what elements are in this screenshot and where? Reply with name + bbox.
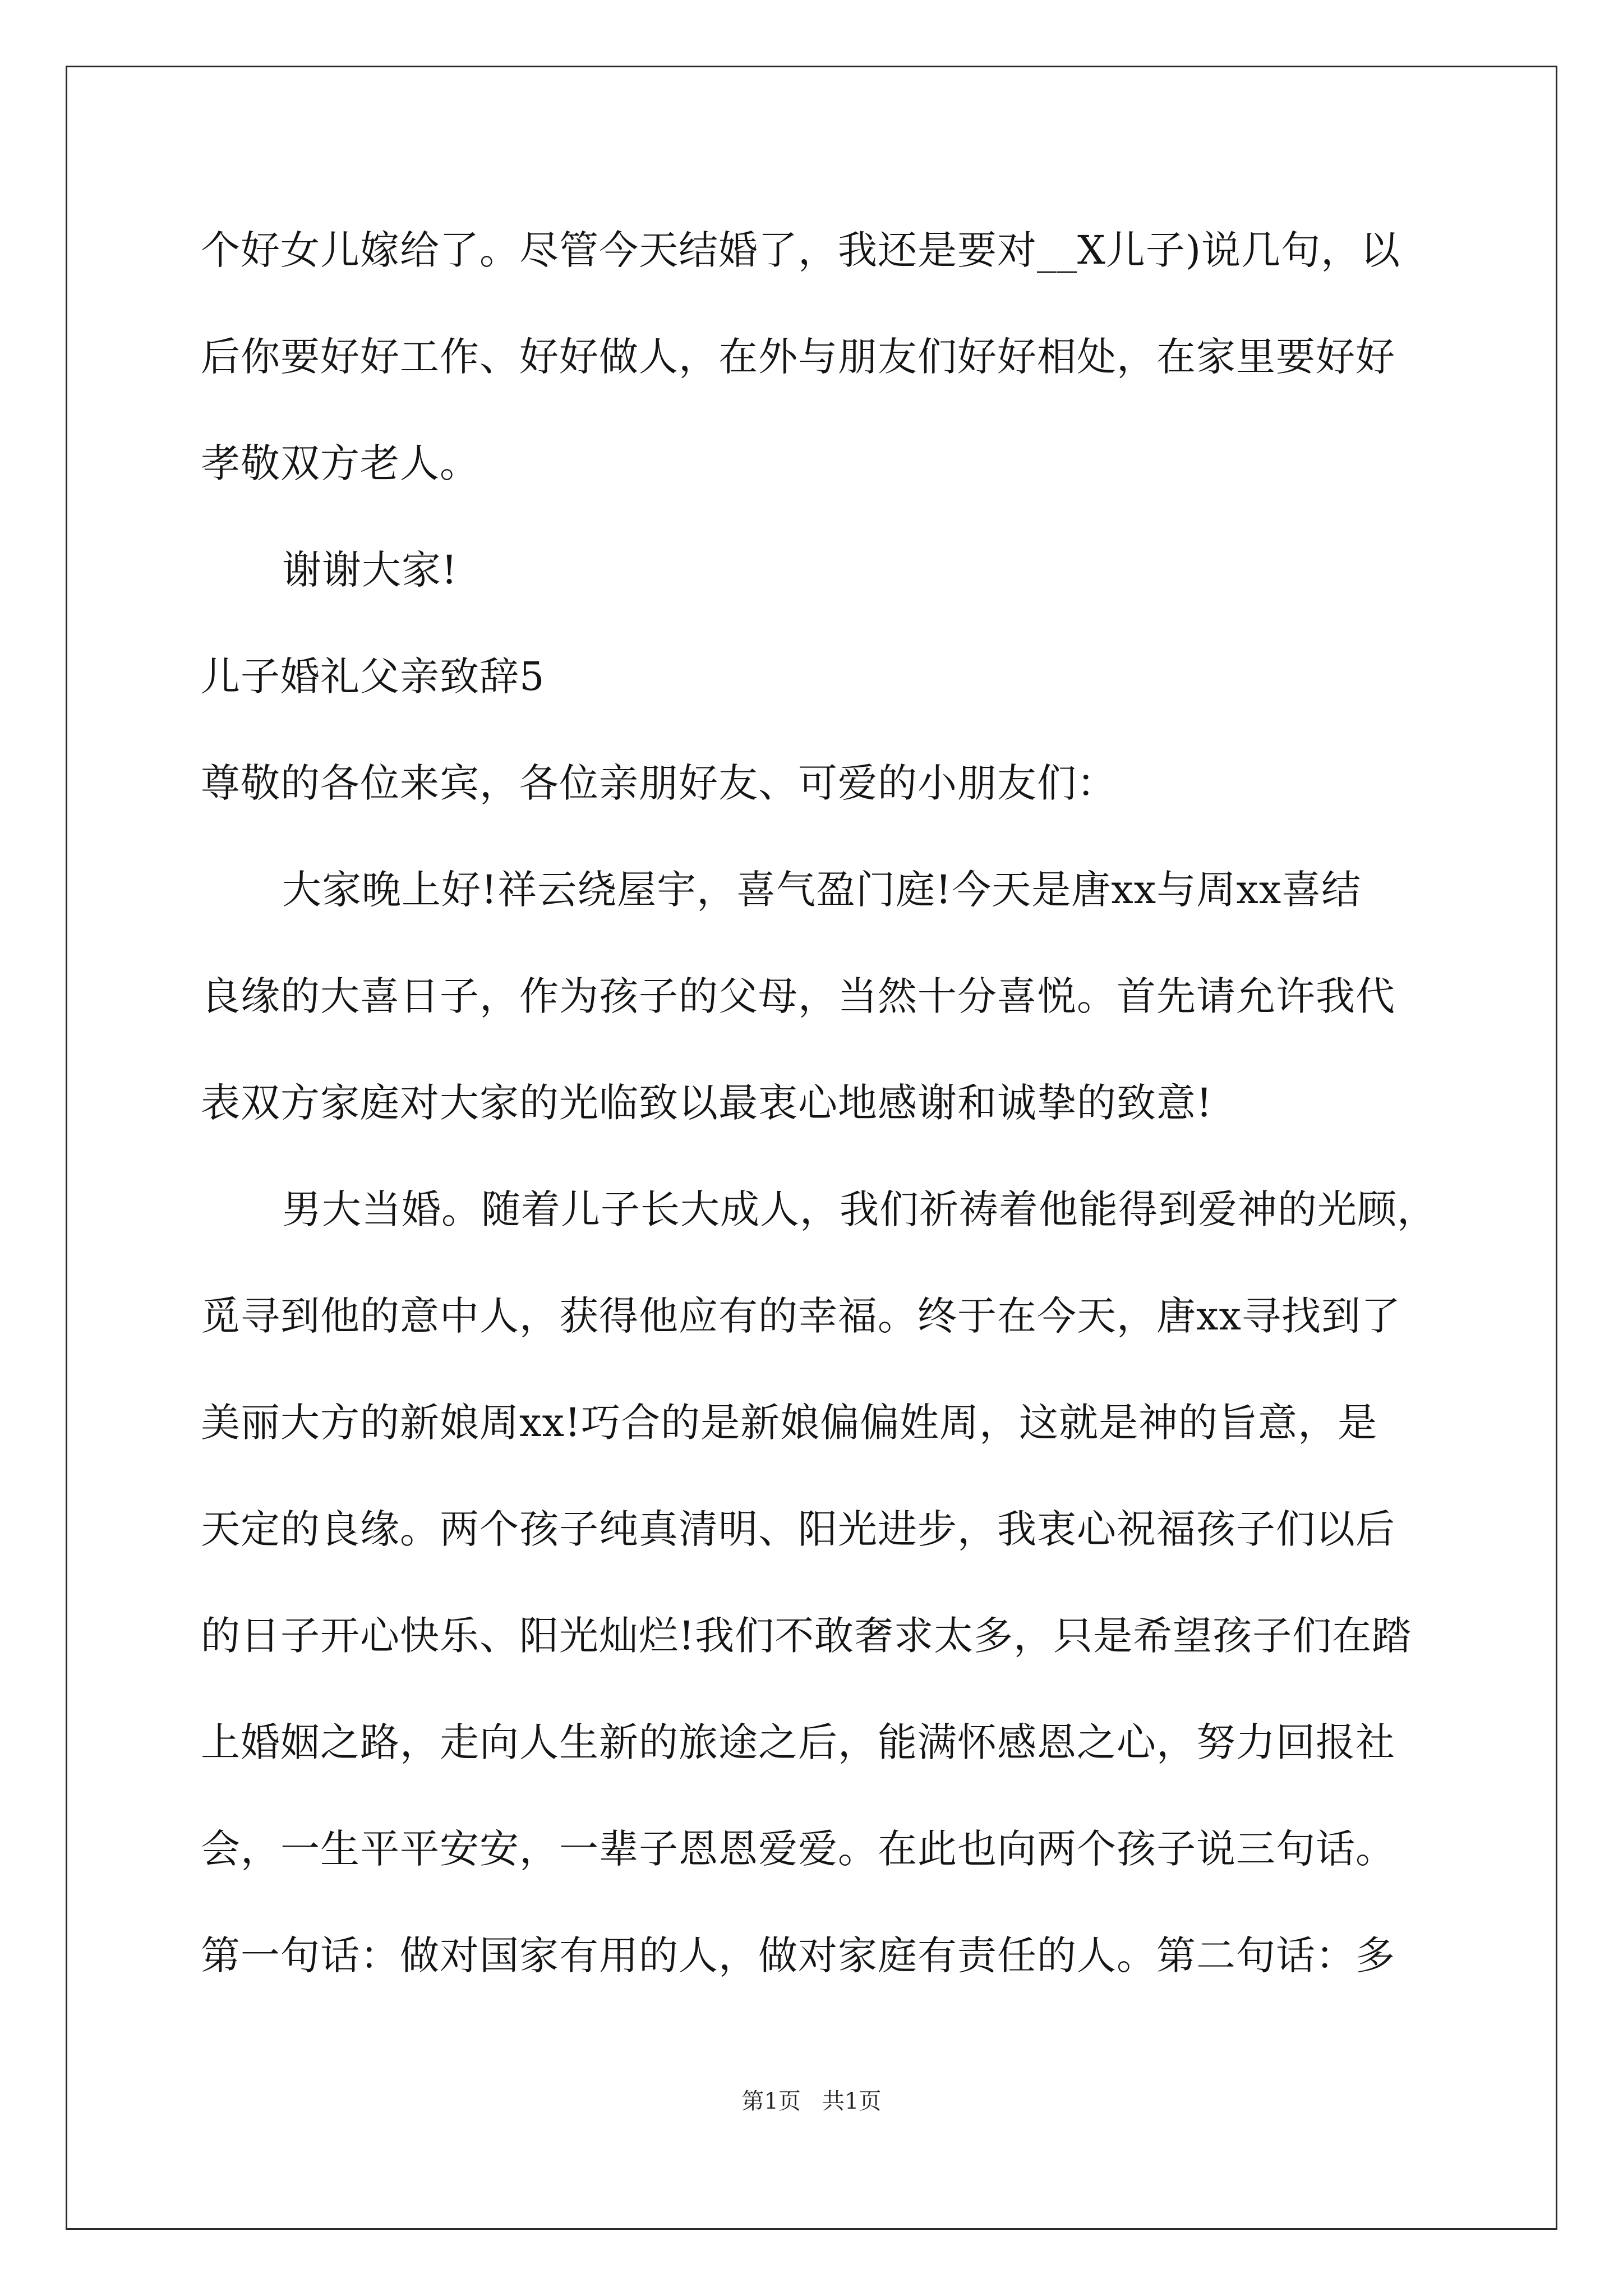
text-line: 的日子开心快乐、阳光灿烂!我们不敢奢求太多，只是希望孩子们在踏 — [201, 1613, 1412, 1659]
text-line: 上婚姻之路，走向人生新的旅途之后，能满怀感恩之心，努力回报社 — [201, 1719, 1395, 1765]
text-line: 大家晚上好!祥云绕屋宇，喜气盈门庭!今天是唐xx与周xx喜结 — [282, 867, 1362, 913]
text-line: 会，一生平平安安，一辈子恩恩爱爱。在此也向两个孩子说三句话。 — [201, 1826, 1395, 1872]
salutation: 尊敬的各位来宾，各位亲朋好友、可爱的小朋友们： — [201, 760, 1117, 806]
text-line: 男大当婚。随着儿子长大成人，我们祈祷着他能得到爱神的光顾， — [282, 1186, 1437, 1232]
text-line: 个好女儿嫁给了。尽管今天结婚了，我还是要对__X儿子)说几句，以 — [201, 227, 1401, 273]
text-line: 谢谢大家! — [282, 547, 458, 593]
text-line: 良缘的大喜日子，作为孩子的父母，当然十分喜悦。首先请允许我代 — [201, 973, 1395, 1019]
text-line: 觅寻到他的意中人，获得他应有的幸福。终于在今天，唐xx寻找到了 — [201, 1293, 1401, 1339]
text-line: 美丽大方的新娘周xx!巧合的是新娘偏偏姓周，这就是神的旨意，是 — [201, 1400, 1378, 1446]
text-line: 第一句话：做对国家有用的人，做对家庭有责任的人。第二句话：多 — [201, 1932, 1395, 1978]
section-heading: 儿子婚礼父亲致辞5 — [201, 654, 545, 700]
text-line: 天定的良缘。两个孩子纯真清明、阳光进步，我衷心祝福孩子们以后 — [201, 1506, 1395, 1552]
text-line: 后你要好好工作、好好做人，在外与朋友们好好相处，在家里要好好 — [201, 334, 1395, 380]
text-line: 表双方家庭对大家的光临致以最衷心地感谢和诚挚的致意! — [201, 1080, 1213, 1126]
text-line: 孝敬双方老人。 — [201, 440, 479, 486]
page-border — [66, 66, 1557, 2230]
page-footer: 第1页 共1页 — [741, 2088, 882, 2114]
